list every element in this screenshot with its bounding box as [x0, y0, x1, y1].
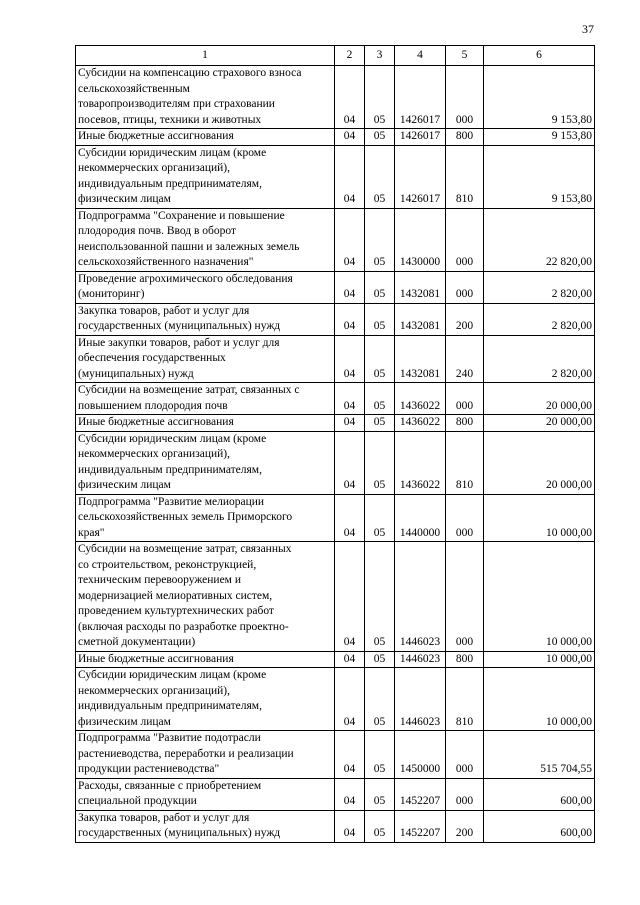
section-cell: 04 — [335, 271, 365, 303]
target-article-cell: 1446023 — [395, 651, 446, 668]
amount-cell: 2 820,00 — [484, 271, 595, 303]
expense-type-cell: 000 — [446, 778, 484, 810]
subsection-cell: 05 — [365, 208, 395, 271]
section-cell: 04 — [335, 431, 365, 494]
subsection-cell: 05 — [365, 303, 395, 335]
row-name-cell: Иные бюджетные ассигнования — [76, 129, 335, 146]
section-cell: 04 — [335, 778, 365, 810]
table-row — [76, 145, 595, 208]
table-row — [76, 810, 595, 842]
table-row — [76, 66, 595, 129]
expense-type-cell: 000 — [446, 66, 484, 129]
section-cell: 04 — [335, 303, 365, 335]
subsection-cell: 05 — [365, 335, 395, 383]
subsection-cell: 05 — [365, 129, 395, 146]
target-article-cell: 1426017 — [395, 66, 446, 129]
subsection-cell: 05 — [365, 145, 395, 208]
subsection-cell: 05 — [365, 415, 395, 432]
table-row — [76, 431, 595, 494]
budget-table — [75, 45, 595, 843]
target-article-cell: 1426017 — [395, 145, 446, 208]
subsection-cell: 05 — [365, 731, 395, 779]
subsection-cell: 05 — [365, 271, 395, 303]
expense-type-cell: 000 — [446, 494, 484, 542]
table-row — [76, 335, 595, 383]
expense-type-cell: 800 — [446, 129, 484, 146]
amount-cell: 2 820,00 — [484, 303, 595, 335]
row-name-cell: Субсидии юридическим лицам (кроме некоммерческих организаций), индивидуальным предпринимателям, физическим лицам — [76, 431, 335, 494]
row-name-cell: Субсидии на возмещение затрат, связанных с повышением плодородия почв — [76, 383, 335, 415]
section-cell: 04 — [335, 129, 365, 146]
table-row — [76, 383, 595, 415]
section-cell: 04 — [335, 208, 365, 271]
target-article-cell: 1432081 — [395, 303, 446, 335]
section-cell: 04 — [335, 145, 365, 208]
amount-cell: 9 153,80 — [484, 145, 595, 208]
subsection-cell: 05 — [365, 651, 395, 668]
subsection-cell: 05 — [365, 383, 395, 415]
amount-cell: 9 153,80 — [484, 66, 595, 129]
section-cell: 04 — [335, 651, 365, 668]
row-name-cell: Подпрограмма "Развитие мелиорации сельскохозяйственных земель Приморского края" — [76, 494, 335, 542]
expense-type-cell: 810 — [446, 145, 484, 208]
target-article-cell: 1452207 — [395, 778, 446, 810]
target-article-cell: 1432081 — [395, 335, 446, 383]
expense-type-cell: 000 — [446, 731, 484, 779]
row-name-cell: Закупка товаров, работ и услуг для государственных (муниципальных) нужд — [76, 303, 335, 335]
section-cell: 04 — [335, 415, 365, 432]
section-cell: 04 — [335, 668, 365, 731]
expense-type-cell: 000 — [446, 271, 484, 303]
row-name-cell: Иные закупки товаров, работ и услуг для обеспечения государственных (муниципальных) нужд — [76, 335, 335, 383]
subsection-cell: 05 — [365, 431, 395, 494]
target-article-cell: 1450000 — [395, 731, 446, 779]
target-article-cell: 1426017 — [395, 129, 446, 146]
subsection-cell: 05 — [365, 494, 395, 542]
subsection-cell: 05 — [365, 810, 395, 842]
row-name-cell: Закупка товаров, работ и услуг для государственных (муниципальных) нужд — [76, 810, 335, 842]
subsection-cell: 05 — [365, 542, 395, 652]
section-cell: 04 — [335, 383, 365, 415]
row-name-cell: Проведение агрохимического обследования (мониторинг) — [76, 271, 335, 303]
page-number: 37 — [582, 22, 594, 36]
amount-cell: 20 000,00 — [484, 383, 595, 415]
table-row — [76, 668, 595, 731]
table-header-row — [76, 46, 595, 66]
row-name-cell: Иные бюджетные ассигнования — [76, 415, 335, 432]
table-row — [76, 208, 595, 271]
table-row — [76, 415, 595, 432]
section-cell: 04 — [335, 731, 365, 779]
section-cell: 04 — [335, 66, 365, 129]
amount-cell: 20 000,00 — [484, 431, 595, 494]
subsection-cell: 05 — [365, 668, 395, 731]
table-row — [76, 778, 595, 810]
row-name-cell: Субсидии на компенсацию страхового взноса сельскохозяйственным товаропроизводителям при страховании посевов, птицы, техники и животных — [76, 66, 335, 129]
target-article-cell: 1446023 — [395, 542, 446, 652]
expense-type-cell: 200 — [446, 303, 484, 335]
amount-cell: 10 000,00 — [484, 494, 595, 542]
subsection-cell: 05 — [365, 778, 395, 810]
target-article-cell: 1430000 — [395, 208, 446, 271]
table-body — [76, 66, 595, 843]
section-cell: 04 — [335, 335, 365, 383]
target-article-cell: 1436022 — [395, 383, 446, 415]
expense-type-cell: 000 — [446, 208, 484, 271]
expense-type-cell: 000 — [446, 542, 484, 652]
target-article-cell: 1452207 — [395, 810, 446, 842]
target-article-cell: 1446023 — [395, 668, 446, 731]
target-article-cell: 1436022 — [395, 415, 446, 432]
section-cell: 04 — [335, 494, 365, 542]
row-name-cell: Подпрограмма "Развитие подотрасли растениеводства, переработки и реализации продукции растениеводства" — [76, 731, 335, 779]
amount-cell: 2 820,00 — [484, 335, 595, 383]
row-name-cell: Субсидии юридическим лицам (кроме некоммерческих организаций), индивидуальным предпринимателям, физическим лицам — [76, 668, 335, 731]
column-header: 3 — [365, 46, 395, 66]
column-header: 4 — [395, 46, 446, 66]
table-row — [76, 494, 595, 542]
amount-cell: 10 000,00 — [484, 668, 595, 731]
table-row — [76, 731, 595, 779]
expense-type-cell: 800 — [446, 651, 484, 668]
row-name-cell: Иные бюджетные ассигнования — [76, 651, 335, 668]
row-name-cell: Субсидии на возмещение затрат, связанных со строительством, реконструкцией, техническим перевооружением и модернизацией мелиоративных систем, проведением культуртехнических работ (включая расходы по разработке проектно- сметной документации) — [76, 542, 335, 652]
row-name-cell: Расходы, связанные с приобретением специальной продукции — [76, 778, 335, 810]
table-row — [76, 303, 595, 335]
table-row — [76, 542, 595, 652]
amount-cell: 600,00 — [484, 778, 595, 810]
expense-type-cell: 000 — [446, 383, 484, 415]
column-header: 5 — [446, 46, 484, 66]
amount-cell: 20 000,00 — [484, 415, 595, 432]
table-row — [76, 129, 595, 146]
amount-cell: 10 000,00 — [484, 542, 595, 652]
amount-cell: 9 153,80 — [484, 129, 595, 146]
amount-cell: 600,00 — [484, 810, 595, 842]
expense-type-cell: 810 — [446, 431, 484, 494]
row-name-cell: Субсидии юридическим лицам (кроме некоммерческих организаций), индивидуальным предпринимателям, физическим лицам — [76, 145, 335, 208]
target-article-cell: 1432081 — [395, 271, 446, 303]
section-cell: 04 — [335, 810, 365, 842]
amount-cell: 22 820,00 — [484, 208, 595, 271]
expense-type-cell: 240 — [446, 335, 484, 383]
amount-cell: 10 000,00 — [484, 651, 595, 668]
column-header: 2 — [335, 46, 365, 66]
column-header: 6 — [484, 46, 595, 66]
target-article-cell: 1436022 — [395, 431, 446, 494]
expense-type-cell: 800 — [446, 415, 484, 432]
expense-type-cell: 810 — [446, 668, 484, 731]
section-cell: 04 — [335, 542, 365, 652]
amount-cell: 515 704,55 — [484, 731, 595, 779]
target-article-cell: 1440000 — [395, 494, 446, 542]
subsection-cell: 05 — [365, 66, 395, 129]
column-header: 1 — [76, 46, 335, 66]
table-row — [76, 271, 595, 303]
expense-type-cell: 200 — [446, 810, 484, 842]
table-row — [76, 651, 595, 668]
row-name-cell: Подпрограмма "Сохранение и повышение плодородия почв. Ввод в оборот неиспользованной пашни и залежных земель сельскохозяйственного назначения" — [76, 208, 335, 271]
